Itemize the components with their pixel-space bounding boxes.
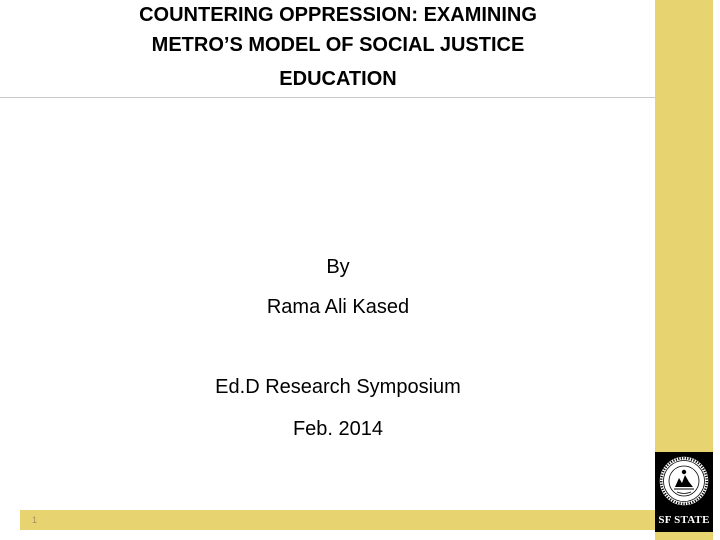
event-name: Ed.D Research Symposium (215, 376, 461, 398)
title-line-3: EDUCATION (279, 68, 397, 90)
sf-state-logo (655, 452, 713, 532)
sf-state-wordmark: SF STATE (658, 514, 710, 526)
slide-title (20, 0, 656, 96)
by-label: By (326, 256, 350, 278)
sfsu-seal-icon (657, 454, 711, 508)
footer-bar (20, 510, 655, 530)
slide-number: 1 (32, 515, 38, 525)
author-name: Rama Ali Kased (266, 296, 410, 318)
title-line-2: METRO’S MODEL OF SOCIAL JUSTICE (151, 34, 525, 56)
title-divider (0, 97, 655, 98)
title-line-1: COUNTERING OPPRESSION: EXAMINING (139, 4, 537, 26)
presentation-date: Feb. 2014 (292, 418, 384, 440)
